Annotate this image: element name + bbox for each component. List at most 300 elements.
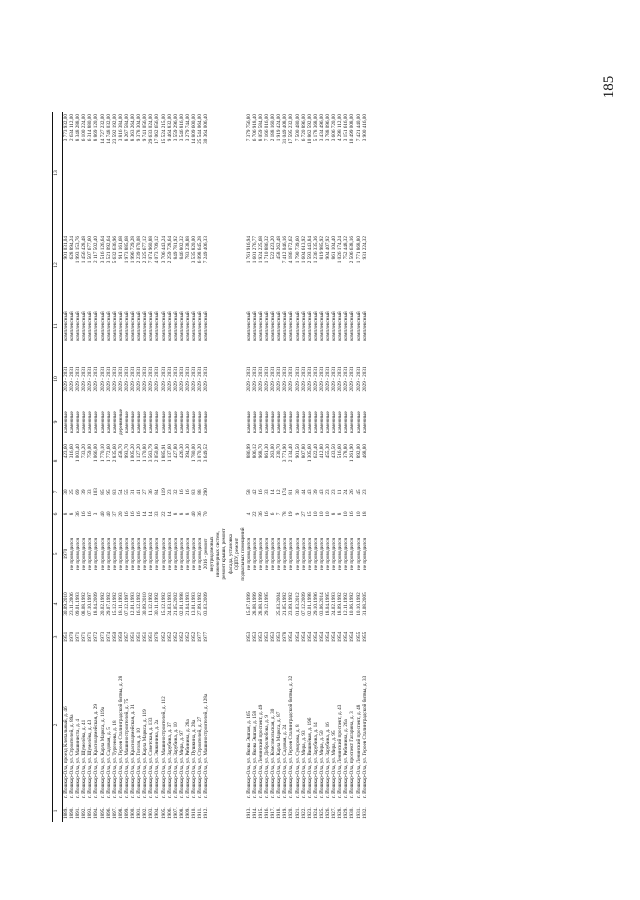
table-cell-col12: 819 985,92 [318, 236, 325, 260]
table-cell-col5: не проводился [136, 538, 143, 570]
table-cell-col7: 103 [93, 488, 100, 496]
table-cell-col7: 85 [99, 489, 106, 495]
table-cell-col6: 40 [190, 511, 197, 517]
table-cell-col1: 1890. [69, 807, 76, 819]
column-header-3: 3 [53, 624, 63, 650]
table-cell-col13: 14 809 600,00 [190, 114, 197, 144]
table-cell-col8: 993,70 [123, 444, 130, 459]
table-cell-col10: 2029 - 2031 [93, 366, 100, 392]
table-cell-col4: 07.10.1997 [87, 592, 94, 616]
table-cell-col1: 1927. [331, 807, 338, 819]
table-cell-col2: г. Йошкар-Ола, ул. Рябинина, д. 26а [343, 719, 350, 798]
table-cell-col7: 84 [154, 489, 161, 495]
table-cell-col8: 901,50 [294, 444, 301, 459]
table-cell-col11: комплексный [184, 311, 191, 341]
column-header-5: 5 [53, 524, 63, 584]
table-cell-col10: 2029 - 2031 [306, 366, 313, 392]
table-cell-col13: 7 379 756,80 [245, 114, 252, 142]
table-cell-col1: 1928. [337, 807, 344, 819]
table-cell-col11: комплексный [123, 311, 130, 341]
table-cell-col2: г. Йошкар-Ола, ул. Суворова, д. 8 [294, 724, 301, 798]
column-header-12: 12 [53, 234, 63, 296]
table-cell-col4: 18.04.2009 [93, 592, 100, 616]
table-cell-col4: 02.01.1998 [306, 592, 313, 616]
table-cell-col4: 20.02.1992 [99, 592, 106, 616]
table-cell-col12: 5 632 636,96 [111, 236, 118, 264]
table-cell-col2: г. Йошкар-Ола, ул. Зарубина, д. 10 [172, 722, 179, 798]
table-cell-col6: 10 [318, 511, 325, 517]
table-cell-col6: 16 [349, 511, 356, 517]
table-cell-col9: каменные [148, 411, 155, 433]
table-cell-col10: 2029 - 2031 [117, 366, 124, 392]
table-cell-col13: 29 633 024,00 [148, 114, 155, 144]
table-cell-col8: 3 771,90 [282, 444, 289, 463]
table-cell-col3: 1974 [105, 631, 112, 643]
table-cell-col7: 69 [75, 489, 82, 495]
table-cell-col13: 7 421 440,00 [355, 114, 362, 142]
table-cell-col3: 1970 [69, 631, 76, 643]
table-cell-col9: каменные [203, 411, 210, 433]
table-cell-col10: 2029 - 2031 [349, 366, 356, 392]
table-cell-col3: 1954 [294, 631, 301, 643]
table-cell-col10: 2029 - 2031 [105, 366, 112, 392]
table-cell-col10: 2029 - 2031 [355, 366, 362, 392]
table-cell-col5: не проводился [337, 538, 344, 570]
table-cell-col7: 81 [288, 489, 295, 495]
table-cell-col11: комплексный [331, 311, 338, 341]
table-cell-col8: 455,30 [325, 444, 332, 459]
table-cell-col1: 1924. [312, 807, 319, 819]
table-cell-col11: комплексный [306, 311, 313, 341]
table-cell-col9: каменные [331, 411, 338, 433]
table-cell-col6: 10 [355, 511, 362, 517]
table-cell-col5: не проводился [130, 538, 137, 570]
table-cell-col5: не проводился [178, 538, 185, 570]
table-cell-col8: 394,30 [184, 444, 191, 459]
table-cell-col12: 901 031,04 [63, 236, 69, 260]
repair-note: внутридомовых инженерных систем, ремонт крыши, ремонт фасада, установка ОДПУ, ремонт подвальных помещений [209, 527, 246, 581]
table-cell-col6: 16 [136, 511, 143, 517]
table-cell-col13: 10 862 592,00 [306, 114, 313, 144]
table-cell-col13: 31 049 408,00 [282, 114, 289, 144]
table-cell-col10: 2029 - 2031 [337, 366, 344, 392]
table-cell-col1: 1923. [306, 807, 313, 819]
table-cell-col2: г. Йошкар-Ола, ул. Зарубина, д. 14 [312, 722, 319, 798]
table-cell-col3: 1976 [154, 631, 161, 643]
table-cell-col12: 2 259 728,64 [166, 236, 173, 264]
table-cell-col5: не проводился [148, 538, 155, 570]
table-cell-col11: комплексный [251, 311, 258, 341]
table-cell-col3: 1973 [99, 631, 106, 643]
table-cell-col10: 2029 - 2031 [312, 366, 319, 392]
table-cell-col5: не проводился [245, 538, 252, 570]
table-cell-col4: 10.10.1992 [355, 592, 362, 616]
table-cell-col12: 3 521 092,64 [105, 236, 112, 264]
table-cell-col10: 2029 - 2031 [288, 366, 295, 392]
table-cell-col7: 24 [343, 489, 350, 495]
table-cell-col12: 2 325 677,12 [142, 236, 149, 264]
column-header-11: 11 [53, 296, 63, 356]
table-cell-col5: не проводился [142, 538, 149, 570]
table-cell-col3: 1950 [117, 631, 124, 643]
table-cell-col3: 1971 [81, 631, 88, 643]
table-cell-col9: каменные [111, 411, 118, 433]
table-cell-col3: 1950 [111, 631, 118, 643]
table-cell-col7: 16 [258, 489, 264, 495]
table-cell-col6: 37 [111, 511, 118, 517]
table-cell-col8: 968,70 [258, 444, 264, 459]
table-cell-col4: 27.09.1992 [197, 592, 204, 616]
table-cell-col8: 1 005,20 [130, 444, 137, 463]
table-cell-col5: не проводился [270, 538, 277, 570]
table-cell-col5: не проводился [75, 538, 82, 570]
table-cell-col6: 10 [325, 511, 332, 517]
table-cell-col1: 1903. [148, 807, 155, 819]
table-cell-col9: каменные [75, 411, 82, 433]
table-cell-col8: 468,80 [361, 444, 368, 459]
table-cell-col13: 8 869 120,00 [93, 114, 100, 142]
table-cell-col1: 1910. [190, 807, 197, 819]
table-cell-col7: 11 [337, 489, 344, 495]
table-cell-col10: 2029 - 2031 [123, 366, 130, 392]
table-cell-col4: 10.06.1992 [349, 592, 356, 616]
table-cell-col8: 1 305,60 [306, 444, 313, 463]
table-cell-col8: 433,50 [331, 444, 338, 459]
table-cell-col3: 1954 [349, 631, 356, 643]
table-cell-col7: 23 [325, 489, 332, 495]
table-cell-col9: каменные [245, 411, 252, 433]
table-cell-col13: 6 720 896,00 [300, 114, 307, 142]
table-cell-col13: 6 706 918,40 [251, 114, 258, 142]
table-cell-col1: 1892. [81, 807, 88, 819]
table-cell-col4: 29.07.1992 [105, 592, 112, 616]
table-cell-col5: 2016 - ремонт [203, 538, 210, 570]
table-cell-col5: не проводился [312, 538, 319, 570]
table-cell-col4: 11.12.1992 [148, 592, 155, 616]
table-cell-col3: 1953 [251, 631, 258, 643]
table-cell-col13: 7 166 016,00 [264, 114, 271, 142]
table-cell-col2: г. Йошкар-Ола, ул. Пушкина, д. 28а [190, 719, 197, 798]
table-cell-col7: 30 [63, 489, 69, 495]
table-cell-col12: 846 802,32 [178, 236, 185, 260]
table-cell-col13: 3 900 416,00 [361, 114, 368, 142]
table-cell-col2: г. Йошкар-Ола, ул. Карла Маркса, д. 119а [99, 706, 106, 798]
table-cell-col3: 1954 [288, 631, 295, 643]
table-cell-col8: 806,12 [251, 444, 258, 459]
table-cell-col10: 2029 - 2031 [154, 366, 161, 392]
table-cell-col4: 16.12.1992 [136, 592, 143, 616]
column-header-row [53, 112, 63, 822]
table-cell-col1: 1908. [178, 807, 185, 819]
table-cell-col2: г. Йошкар-Ола, ул. Вишнёвая, д. 19б [306, 717, 313, 798]
column-header-7: 7 [53, 480, 63, 504]
table-cell-col3: 1952 [172, 631, 179, 643]
empty-cell [209, 356, 246, 402]
table-cell-col12: 3 535 820,00 [190, 236, 197, 264]
table-cell-col13: 30 364 006,40 [203, 114, 210, 144]
table-cell-col2: г. Йошкар-Ола, ул. Машиностроителей, д. 75 [123, 698, 130, 798]
table-cell-col1: 1901. [136, 807, 143, 819]
table-cell-col7: 36 [148, 489, 155, 495]
table-cell-col13: 7 500 480,00 [294, 114, 301, 142]
table-cell-col2: г. Йошкар-Ола, ул. Садовая, д. 5 [105, 727, 112, 798]
table-cell-col13: 3 279 744,00 [184, 114, 191, 142]
table-cell-col4: 09.01.1993 [75, 592, 82, 616]
table-cell-col7: 32 [172, 489, 179, 495]
empty-cell [209, 584, 246, 624]
table-cell-col8: 886,99 [245, 444, 252, 459]
table-cell-col13: 8 363 264,00 [130, 114, 137, 142]
table-cell-col6: 18 [361, 511, 368, 517]
table-cell-col8: 2 835,60 [111, 444, 118, 463]
table-cell-col4: 31.08.2005 [361, 592, 368, 616]
table-cell-col7: 23 [361, 489, 368, 495]
table-cell-col8: 426,30 [178, 444, 185, 459]
table-cell-col2: г. Йошкар-Ола, ул. Зарубина, д. 37 [166, 722, 173, 798]
table-cell-col5: не проводился [111, 538, 118, 570]
table-cell-col5: не проводился [300, 538, 307, 570]
table-cell-col13: 23 592 192,00 [111, 114, 118, 144]
table-row [63, 112, 70, 822]
table-cell-col9: каменные [178, 411, 185, 433]
table-cell-col5: не проводился [331, 538, 338, 570]
table-cell-col2: г. Йошкар-Ола, проспект Гагарина, д. 3 [349, 711, 356, 798]
empty-cell [209, 650, 246, 800]
table-cell-col10: 2029 - 2031 [300, 366, 307, 392]
table-cell-col10: 2029 - 2031 [75, 366, 82, 392]
table-cell-col10: 2029 - 2031 [264, 366, 271, 392]
table-cell-col7: 42 [251, 489, 258, 495]
table-cell-col13: 8 267 584,00 [123, 114, 130, 142]
table-cell-col9: каменные [325, 411, 332, 433]
table-cell-col4: 29.12.1995 [264, 592, 271, 616]
table-cell-col1: 1925. [318, 807, 325, 819]
table-cell-col1: 1896. [105, 807, 112, 819]
table-cell-col3: 1954 [306, 631, 313, 643]
table-cell-col12: 6 098 645,28 [197, 236, 204, 264]
table-cell-col11: комплексный [93, 311, 100, 341]
table-cell-col3: 1953 [270, 631, 277, 643]
table-cell-col13: 9 464 832,00 [166, 114, 173, 142]
table-cell-col3: 1954 [300, 631, 307, 643]
table-cell-col11: комплексный [294, 311, 301, 341]
table-cell-col10: 2029 - 2031 [361, 366, 368, 392]
table-cell-col2: г. Йошкар-Ола, ул. Героев Сталинградской битвы, д. 33 [361, 675, 368, 798]
table-cell-col5: не проводился [105, 538, 112, 570]
table-cell-col13: 3 434 496,00 [318, 114, 325, 142]
table-cell-col7: 119 [160, 488, 167, 496]
table-cell-col4: 13.01.1993 [190, 592, 197, 616]
table-cell-col9: каменные [87, 411, 94, 433]
table-cell-col9: каменные [93, 411, 100, 433]
table-cell-col11: комплексный [337, 311, 344, 341]
table-cell-col4: 12.11.1992 [343, 592, 350, 616]
table-cell-col13: 8 059 584,00 [258, 114, 264, 142]
table-cell-col5: не проводился [160, 538, 167, 570]
table-cell-col5: не проводился [184, 538, 191, 570]
table-cell-col3: 1953 [258, 631, 264, 643]
table-cell-col2: г. Йошкар-Ола, ул. Рябинина, д. 28а [184, 719, 191, 798]
table-cell-col12: 1 771 868,80 [355, 236, 362, 264]
table-cell-col3: 1955 [355, 631, 362, 643]
table-cell-col7: 27 [142, 489, 149, 495]
table-cell-col4: 23.09.1992 [288, 592, 295, 616]
table-cell-col7: 174 [282, 488, 289, 496]
table-cell-col6: 20 [117, 511, 124, 517]
table-cell-col13: 17 595 232,00 [288, 114, 295, 144]
table-cell-col9: каменные [123, 411, 130, 433]
table-cell-col2: г. Йошкар-Ола, ул. Мира, д. 50 [318, 730, 325, 798]
table-cell-col13: 1 919 424,00 [276, 114, 283, 142]
table-cell-col13: 3 546 816,00 [178, 114, 185, 142]
table-cell-col9: каменные [288, 411, 295, 433]
table-cell-col12: 1 996 729,28 [130, 236, 137, 264]
table-cell-col4: 02.01.1998 [178, 592, 185, 616]
table-cell-col12: 1 761 916,94 [245, 236, 252, 264]
table-cell-col7: 25 [69, 489, 76, 495]
table-cell-col5: не проводился [318, 538, 325, 570]
empty-cell [209, 112, 246, 234]
table-cell-col9: каменные [81, 411, 88, 433]
table-cell-col3: 1955 [361, 631, 368, 643]
table-cell-col13: 6 314 880,00 [87, 114, 94, 142]
table-cell-col5: 1970 [63, 548, 69, 560]
table-cell-col9: каменные [300, 411, 307, 433]
table-cell-col2: г. Йошкар-Ола, ул. Мира, д. 97 [178, 730, 185, 798]
table-cell-col7: 23 [331, 489, 338, 495]
table-cell-col5: не проводился [99, 538, 106, 570]
table-cell-col4: 30.09.2010 [63, 592, 69, 616]
table-cell-col2: г. Йошкар-Ола, ул. Шумелёва, д. 43 [87, 719, 94, 798]
table-cell-col10: 2029 - 2031 [166, 366, 173, 392]
table-cell-col7: 33 [264, 489, 271, 495]
table-cell-col11: комплексный [166, 311, 173, 341]
table-cell-col7: 58 [245, 489, 252, 495]
table-cell-col6: 6 [270, 512, 277, 516]
table-cell-col13: 3 606 720,00 [331, 114, 338, 142]
column-header-9: 9 [53, 402, 63, 442]
table-cell-col11: комплексный [160, 311, 167, 341]
table-cell-col2: г. Йошкар-Ола, ул. Добролюбова, д. 9 [264, 714, 271, 798]
table-cell-col7: 26 [349, 489, 356, 495]
table-cell-col10: 2029 - 2031 [190, 366, 197, 392]
column-header-10: 10 [53, 356, 63, 402]
table-cell-col1: 1931. [355, 807, 362, 819]
table-cell-col9: каменные [136, 411, 143, 433]
table-cell-col8: 1 772,60 [105, 444, 112, 463]
table-cell-col1: 1902. [142, 807, 149, 819]
table-cell-col6: 78 [282, 511, 289, 517]
table-cell-col9: каменные [318, 411, 325, 433]
table-cell-col6: 19 [288, 511, 295, 517]
table-cell-col11: комплексный [136, 311, 143, 341]
empty-cell [209, 624, 246, 650]
table-cell-col4: 18.04.1995 [325, 592, 332, 616]
table-cell-col9: каменные [197, 411, 204, 433]
table-cell-col10: 2029 - 2031 [251, 366, 258, 392]
table-cell-col2: г. Йошкар-Ола, ул. Зарубина, д. 16 [325, 722, 332, 798]
table-cell-col3: 1953 [276, 631, 283, 643]
table-cell-col2: г. Йошкар-Ола, Ленинский проспект, д. 43 [337, 704, 344, 798]
table-cell-col3: 1954 [312, 631, 319, 643]
table-cell-col10: 2029 - 2031 [136, 366, 143, 392]
table-cell-col7: 31 [130, 489, 137, 495]
table-cell-col8: 733,20 [81, 444, 88, 459]
table-cell-col1: 1912. [203, 807, 210, 819]
table-cell-col13: 3 773 932,00 [63, 114, 69, 142]
column-header-1: 1 [53, 800, 63, 822]
table-cell-col2: г. Йошкар-Ола, ул. Машиностроителей, д. 112 [160, 696, 167, 798]
table-cell-col3: 1952 [190, 631, 197, 643]
table-cell-col1: 1920. [288, 807, 295, 819]
table-cell-col4: 07.12.2009 [300, 592, 307, 616]
table-cell-col10: 2029 - 2031 [99, 366, 106, 392]
table-cell-col4: 12.01.1993 [130, 592, 137, 616]
table-cell-col2: г. Йошкар-Ола, ул. Машиниста, д. 4 [75, 719, 82, 798]
table-cell-col13: 15 524 215,00 [160, 114, 167, 144]
table-cell-col6: 16 [81, 511, 88, 517]
table-cell-col12: 2 593 443,84 [306, 236, 313, 264]
table-cell-col13: 17 062 656,00 [154, 114, 161, 144]
table-cell-col10: 2029 - 2031 [81, 366, 88, 392]
table-cell-col10: 2029 - 2031 [184, 366, 191, 392]
table-cell-col7: 83 [190, 489, 197, 495]
table-cell-col4: 30.09.2010 [142, 592, 149, 616]
table-cell-col12: 1 604 613,92 [300, 236, 307, 264]
table-cell-col11: комплексный [111, 311, 118, 341]
table-cell-col8: 1 137,60 [166, 444, 173, 463]
table-cell-col3: 1952 [166, 631, 173, 643]
table-cell-col11: комплексный [318, 311, 325, 341]
table-cell-col6: 22 [251, 511, 258, 517]
table-cell-col4: 21.04.1993 [184, 592, 191, 616]
table-cell-col11: комплексный [203, 311, 210, 341]
table-cell-col1: 1893. [87, 807, 94, 819]
empty-cell [209, 442, 246, 480]
table-cell-col12: 7 249 406,33 [203, 236, 210, 264]
table-cell-col11: комплексный [87, 311, 94, 341]
empty-cell [209, 296, 246, 356]
table-body [63, 112, 368, 822]
table-cell-col5: не проводился [172, 538, 179, 570]
table-cell-col8: 861,30 [264, 444, 271, 459]
empty-cell [209, 402, 246, 442]
table-cell-col3: 1952 [184, 631, 191, 643]
table-cell-col4: 15.07.1999 [245, 592, 252, 616]
table-cell-col2: г. Йошкар-Ола, ул. Карла Маркса, д. 119 [142, 709, 149, 798]
table-cell-col6: 8 [184, 512, 191, 516]
table-cell-col8: 892,00 [355, 444, 362, 459]
table-cell-col2: г. Йошкар-Ола, Ленинский проспект, д. 49 [258, 704, 264, 798]
table-cell-col2: г. Йошкар-Ола, ул. Советская, д. 133 [148, 717, 155, 798]
table-cell-col2: г. Йошкар-Ола, ул. Красноармейская, д. 31 [130, 704, 137, 798]
table-cell-col4: 08.08.1992 [81, 592, 88, 616]
table-cell-col12: 2 506 638,16 [349, 236, 356, 264]
table-cell-col5: не проводился [306, 538, 313, 570]
table-cell-col1: 1906. [166, 807, 173, 819]
table-cell-col12: 522 423,20 [270, 236, 277, 260]
table-cell-col12: 4 186 072,62 [288, 236, 295, 264]
table-cell-col10: 2029 - 2031 [294, 366, 301, 392]
table-cell-col9: каменные [306, 411, 313, 433]
table-cell-col11: комплексный [300, 311, 307, 341]
table-cell-col2: г. Йошкар-Ола, ул. Героев Сталинградской битвы, д. 28 [117, 675, 124, 798]
table-cell-col10: 2029 - 2031 [63, 366, 69, 392]
empty-cell [209, 504, 246, 524]
table-cell-col8: 2 050,80 [154, 444, 161, 463]
table-cell-col3: 1978 [282, 631, 289, 643]
table-cell-col6: 9 [294, 512, 301, 516]
